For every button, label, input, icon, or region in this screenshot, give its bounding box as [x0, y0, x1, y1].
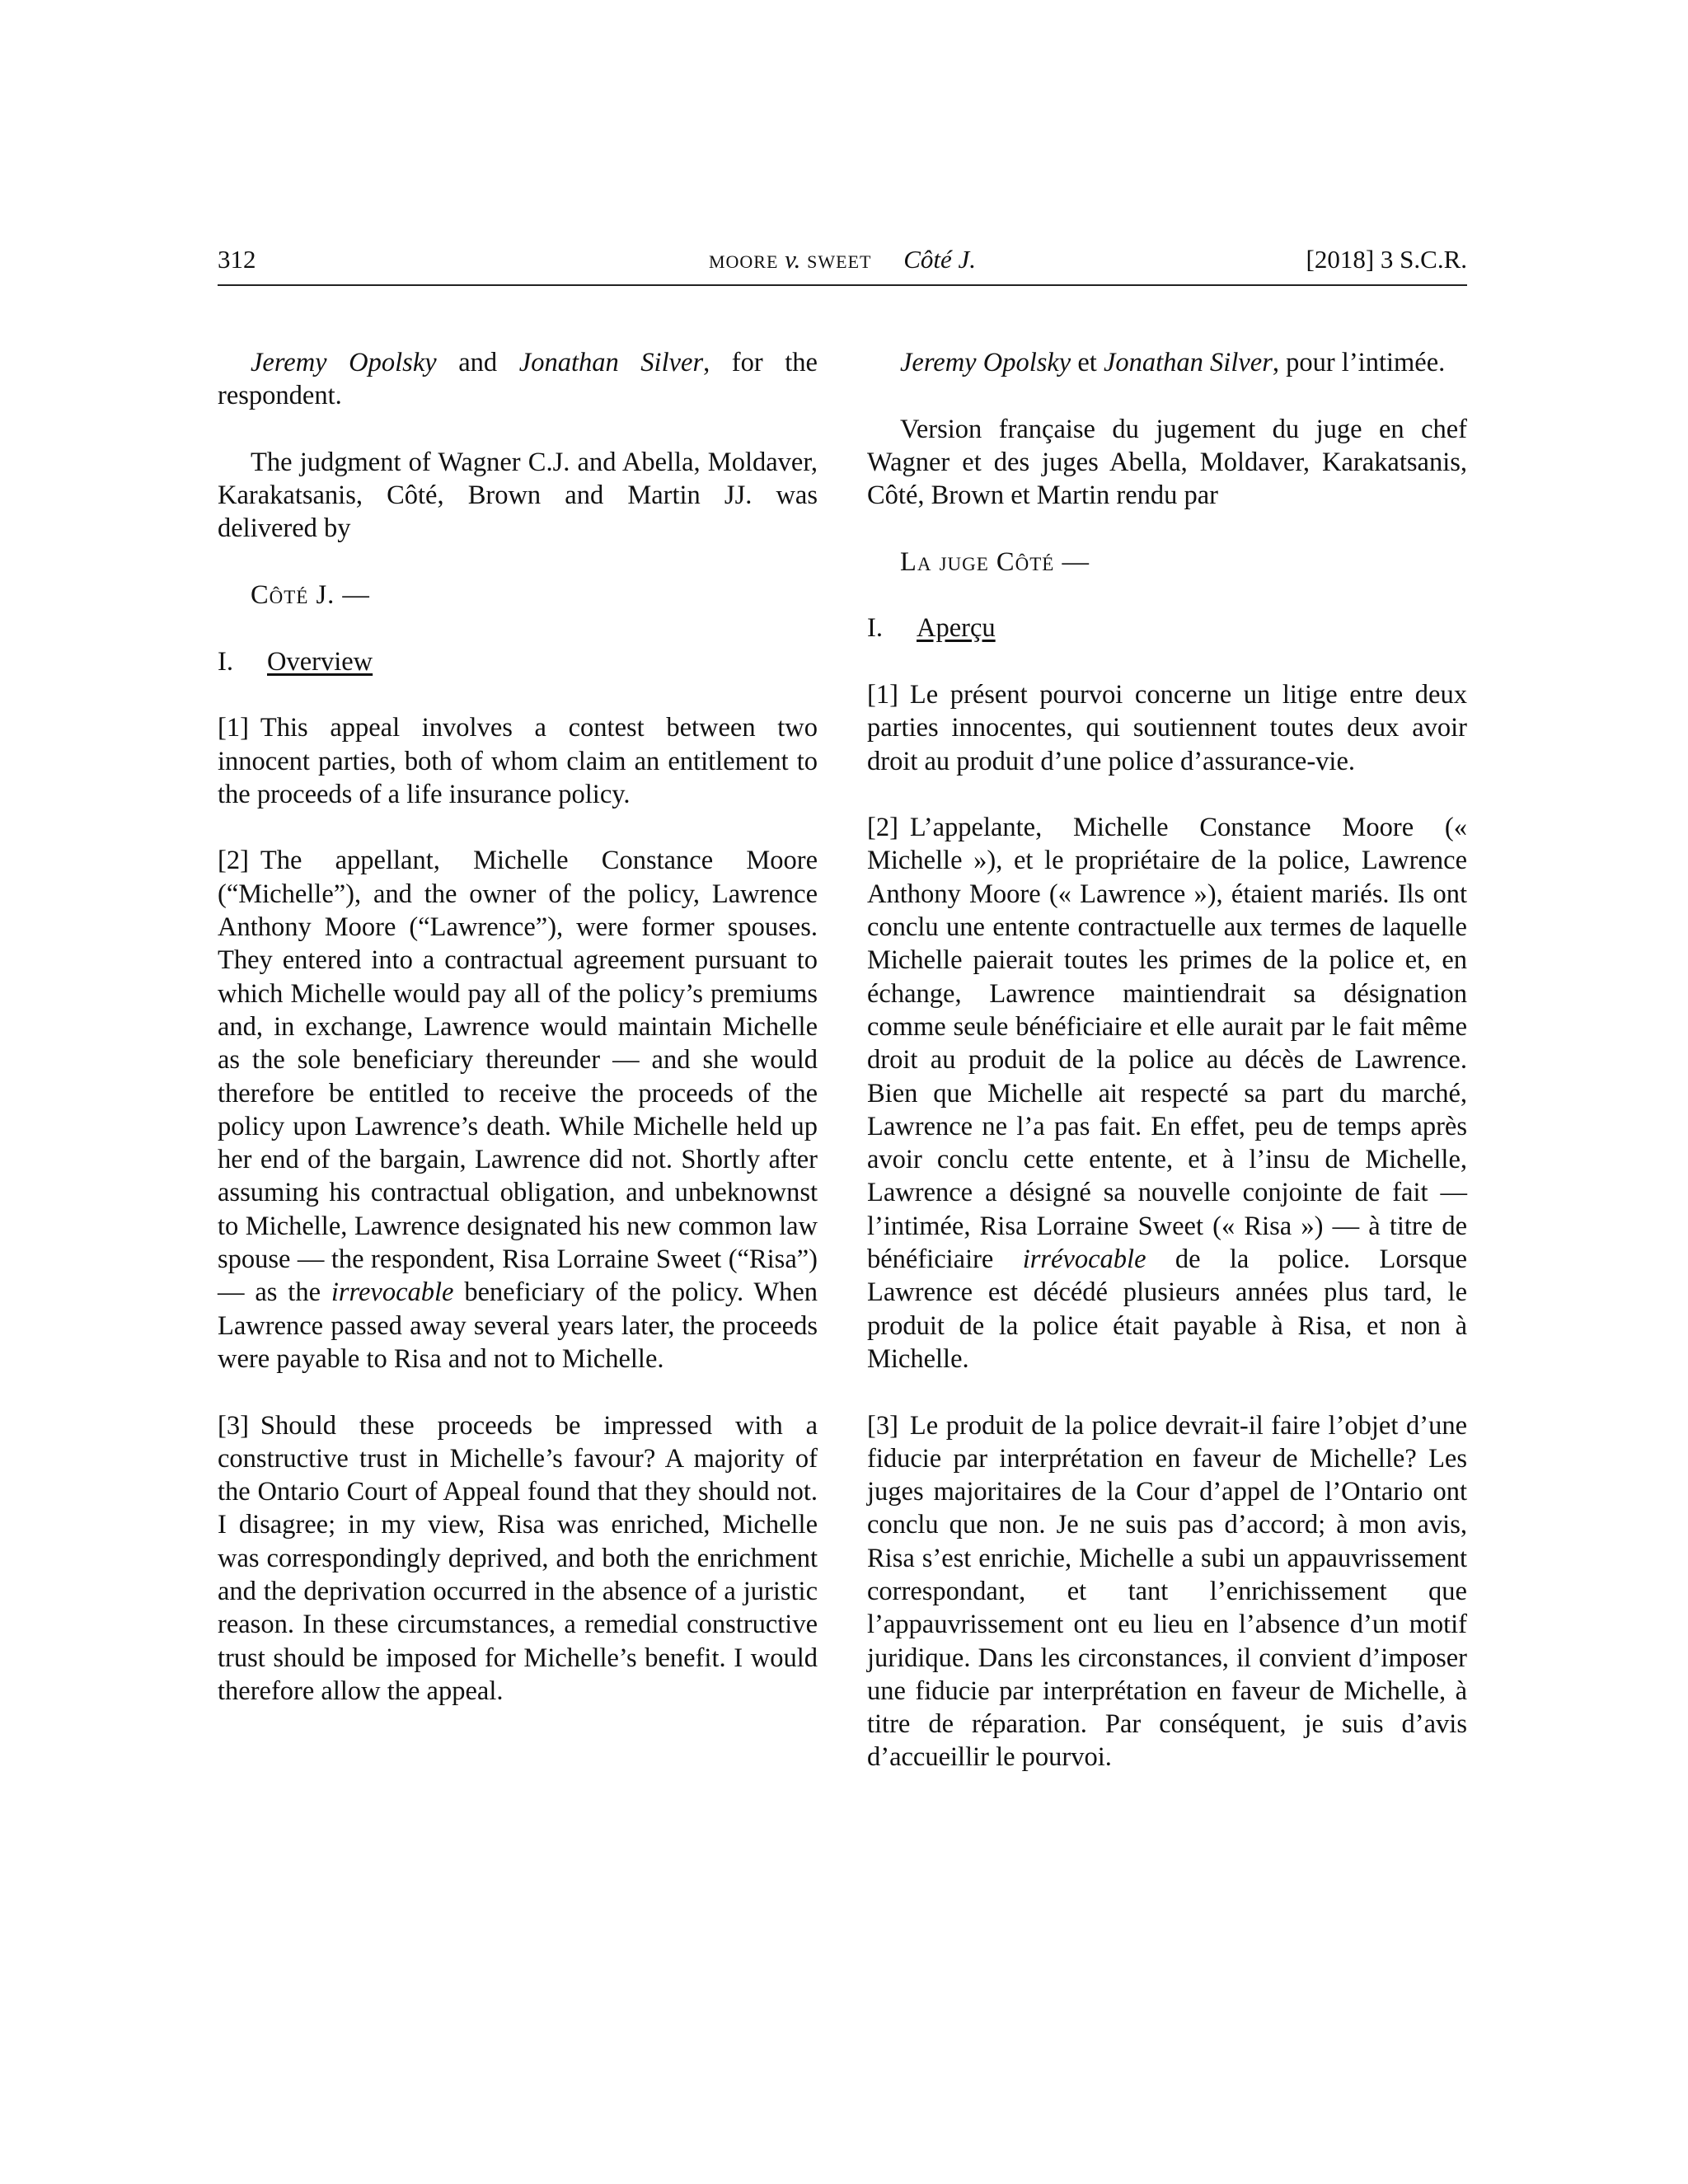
- judge-name: La juge Côté —: [900, 546, 1090, 577]
- paragraph-3: [867, 1409, 1467, 1774]
- header-judge: Côté J.: [903, 245, 977, 274]
- counsel-name: Jeremy Opolsky: [251, 348, 437, 377]
- counsel-role: , pour l’intimée.: [1272, 348, 1446, 377]
- case-name-v: v.: [785, 245, 801, 274]
- counsel-name: Jonathan Silver: [1103, 348, 1273, 377]
- paragraph-number: [3]: [867, 1410, 898, 1441]
- running-title: [218, 245, 1467, 274]
- emphasis-text: irrevocable: [331, 1277, 454, 1308]
- case-name-right: sweet: [807, 245, 872, 274]
- citation: [2018] 3 S.C.R.: [1306, 245, 1467, 274]
- counsel-role: , for the respondent.: [218, 348, 818, 411]
- case-name-left: moore: [708, 245, 779, 274]
- paragraph-2: [867, 811, 1467, 1376]
- judge-line: [867, 546, 1467, 579]
- section-title: Aperçu: [917, 613, 996, 644]
- paragraph-text: L’appelante, Michelle Constance Moore (« Michelle »), et le propriétaire de la police, Lawrence Anthony Moore (« Lawrence »), étaient mariés. Ils ont conclu une entente contractuelle aux termes de laquelle Michelle paierait toutes les primes de la police et, en échange, Lawrence maintiendrait sa désignation comme seule bénéficiaire et elle aurait par le fait même droit au produit de la police au décès de Lawrence. Bien que Michelle ait respecté sa part du marché, Lawrence ne l’a pas fait. En effet, peu de temps après avoir conclu cette entente, et à l’insu de Michelle, Lawrence a désigné sa nouvelle conjointe de fait — l’intimée, Risa Lorraine Sweet (« Risa ») — à titre de bénéficiaire: [867, 813, 1467, 1275]
- paragraph-number: [2]: [218, 846, 249, 876]
- judge-name: Côté J. —: [251, 580, 370, 611]
- judge-line: [218, 579, 818, 612]
- paragraph-text: Should these proceeds be impressed with a constructive trust in Michelle’s favour? A majority of the Ontario Court of Appeal found that they should not. I disagree; in my view, Risa was enriched, Michelle was correspondingly deprived, and both the enrichment and the deprivation occurred in the absence of a juristic reason. In these circumstances, a remedial constructive trust should be imposed for Michelle’s benefit. I would therefore allow the appeal.: [218, 1410, 818, 1706]
- paragraph-number: [1]: [218, 713, 249, 743]
- section-number: I.: [867, 613, 883, 644]
- paragraph-1: [218, 711, 818, 811]
- paragraph-number: [2]: [867, 813, 898, 843]
- paragraph-text: de la police. Lorsque Lawrence est décédé plusieurs années plus tard, le produit de la police était payable à Risa, et non à Michelle.: [867, 1244, 1468, 1374]
- french-column: [867, 346, 1467, 1807]
- judgment-intro: The judgment of Wagner C.J. and Abella, Moldaver, Karakatsanis, Côté, Brown and Martin JJ. was delivered by: [218, 447, 818, 544]
- section-title: Overview: [267, 646, 373, 677]
- page-number: 312: [218, 245, 256, 274]
- counsel-name: Jonathan Silver: [518, 348, 704, 377]
- section-heading: [867, 612, 1467, 644]
- paragraph-text: This appeal involves a contest between two innocent parties, both of whom claim an entitlement to the proceeds of a life insurance policy.: [218, 713, 818, 809]
- counsel-conjunction: et: [1071, 348, 1104, 377]
- emphasis-text: irrévocable: [1022, 1244, 1146, 1275]
- paragraph-2: [218, 844, 818, 1376]
- counsel-line: [867, 346, 1467, 379]
- judgment-intro: Version française du jugement du juge en chef Wagner et des juges Abella, Moldaver, Karakatsanis, Côté, Brown et Martin rendu par: [867, 414, 1467, 511]
- counsel-line: [218, 346, 818, 413]
- section-heading: [218, 645, 818, 678]
- paragraph-number: [3]: [218, 1410, 249, 1441]
- paragraph-text: beneficiary of the policy. When Lawrence passed away several years later, the proceeds were payable to Risa and not to Michelle.: [218, 1277, 818, 1374]
- paragraph-number: [1]: [867, 679, 898, 710]
- paragraph-1: [867, 678, 1467, 778]
- english-column: [218, 346, 818, 1741]
- section-number: I.: [218, 646, 233, 677]
- counsel-conjunction: and: [436, 348, 519, 377]
- paragraph-text: The appellant, Michelle Constance Moore (“Michelle”), and the owner of the policy, Lawrence Anthony Moore (“Lawrence”), were former spouses. They entered into a contractual agreement pursuant to which Michelle would pay all of the policy’s premiums and, in exchange, Lawrence would maintain Michelle as the sole beneficiary thereunder — and she would therefore be entitled to receive the proceeds of the policy upon Lawrence’s death. While Michelle held up her end of the bargain, Lawrence did not. Shortly after assuming his contractual obligation, and unbeknownst to Michelle, Lawrence designated his new common law spouse — the respondent, Risa Lorraine Sweet (“Risa”) — as the: [218, 846, 818, 1308]
- paragraph-text: Le produit de la police devrait-il faire l’objet d’une fiducie par interprétation en faveur de Michelle? Les juges majoritaires de la Cour d’appel de l’Ontario ont conclu que non. Je ne suis pas d’accord; à mon avis, Risa s’est enrichie, Michelle a subi un appauvrissement correspondant, et tant l’enrichissement que l’appauvrissement ont eu lieu en l’absence d’un motif juridique. Dans les circonstances, il convient d’imposer une fiducie par interprétation en faveur de Michelle, à titre de réparation. Par conséquent, je suis d’avis d’accueillir le pourvoi.: [867, 1410, 1467, 1773]
- paragraph-3: [218, 1409, 818, 1708]
- running-header: [218, 241, 1467, 286]
- counsel-name: Jeremy Opolsky: [900, 348, 1071, 377]
- paragraph-text: Le présent pourvoi concerne un litige entre deux parties innocentes, qui soutiennent toutes deux avoir droit au produit d’une police d’assurance-vie.: [867, 679, 1467, 776]
